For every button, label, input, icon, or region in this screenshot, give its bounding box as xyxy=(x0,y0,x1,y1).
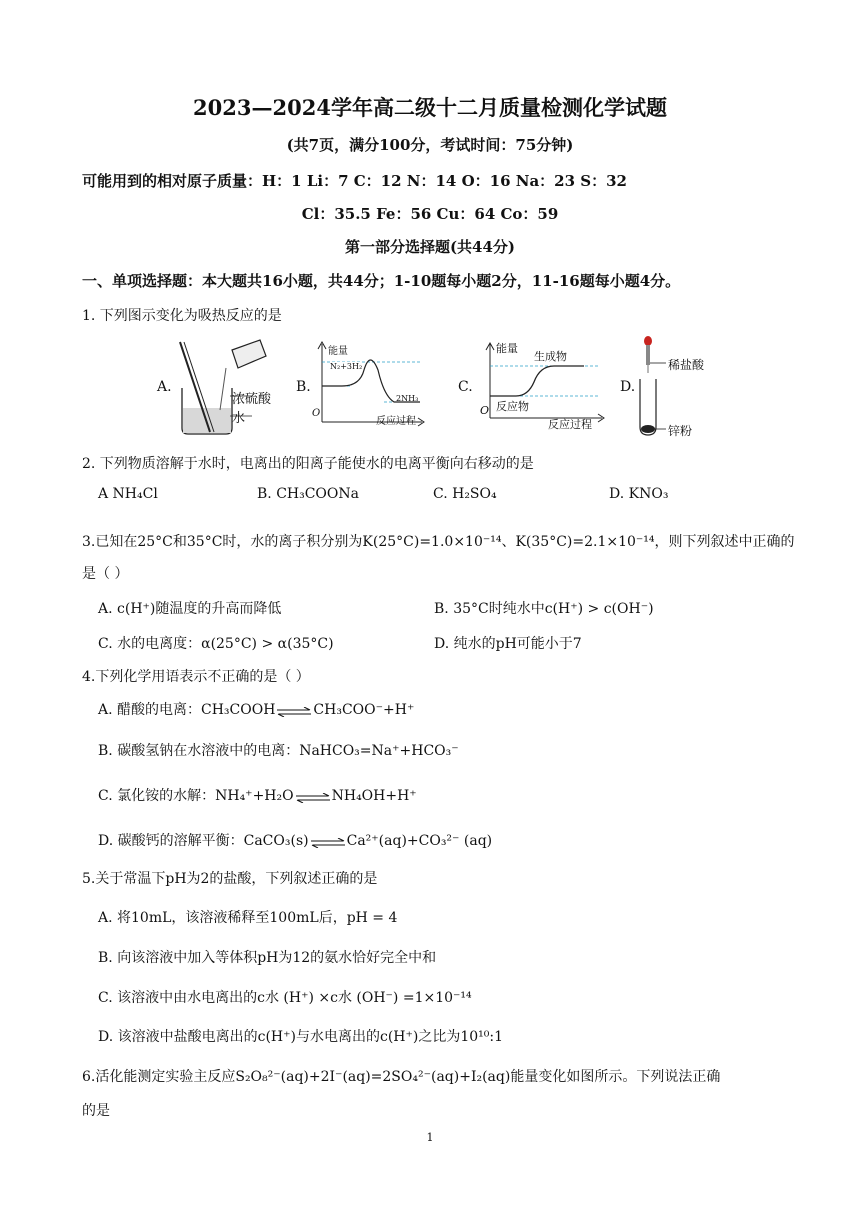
q1-c-product: 生成物 xyxy=(534,350,567,363)
q1-b-reactant: N₂+3H₂ xyxy=(330,362,363,371)
q3-option-a: A. c(H⁺)随温度的升高而降低 xyxy=(98,601,282,617)
q3-stem: 3.已知在25°C和35°C时，水的离子积分别为K(25°C)=1.0×10⁻¹⁴、K(35°C)=2.1×10⁻¹⁴，则下列叙述中正确的 xyxy=(82,534,795,550)
q2-option-a: A NH₄Cl xyxy=(98,486,158,502)
q5-option-a: A. 将10mL，该溶液稀释至100mL后，pH = 4 xyxy=(98,910,398,926)
q1-label-d: D. xyxy=(620,379,636,395)
equilibrium-arrow-icon xyxy=(277,705,311,715)
q1-d-acid-label: 稀盐酸 xyxy=(668,358,705,372)
atomic-masses-line-2: Cl：35.5 Fe：56 Cu：64 Co：59 xyxy=(301,205,559,223)
q1-b-xlabel: 反应过程 xyxy=(376,416,416,427)
exam-title: 2023—2024学年高二级十二月质量检测化学试题 xyxy=(193,95,667,120)
q1-a-acid-label: 浓硫酸 xyxy=(232,392,272,407)
q6-stem-cont: 的是 xyxy=(82,1103,110,1119)
equilibrium-arrow-icon xyxy=(311,836,345,846)
q1-d-zinc-label: 锌粉 xyxy=(668,424,693,438)
q1-a-water-label: 水 xyxy=(232,411,246,426)
q1-c-ylabel: 能量 xyxy=(496,342,518,355)
q4-option-a xyxy=(98,699,414,719)
q1-b-ylabel: 能量 xyxy=(328,346,348,357)
q1-label-c: C. xyxy=(458,379,473,395)
q4-option-b: B. 碳酸氢钠在水溶液中的电离：NaHCO₃=Na⁺+HCO₃⁻ xyxy=(98,743,459,759)
q1-b-origin: O xyxy=(312,408,321,419)
q4-stem: 4.下列化学用语表示不正确的是（ ） xyxy=(82,669,310,685)
q4-option-d xyxy=(98,830,492,850)
q6-stem: 6.活化能测定实验主反应S₂O₈²⁻(aq)+2I⁻(aq)=2SO₄²⁻(aq)+I₂(aq)能量变化如图所示。下列说法正确 xyxy=(82,1069,721,1085)
q1-c-xlabel: 反应过程 xyxy=(548,418,592,431)
q2-option-c: C. H₂SO₄ xyxy=(433,486,497,502)
q1-c-reactant: 反应物 xyxy=(496,400,529,413)
q4-option-c xyxy=(98,785,417,805)
q4-d-right: Ca²⁺(aq)+CO₃²⁻ (aq) xyxy=(346,833,493,849)
q3-option-b: B. 35°C时纯水中c(H⁺) > c(OH⁻) xyxy=(434,601,654,617)
page-number: 1 xyxy=(426,1131,434,1144)
q4-c-left: C. 氯化铵的水解：NH₄⁺+H₂O xyxy=(98,788,294,804)
q1-label-b: B. xyxy=(296,379,311,395)
q5-option-c: C. 该溶液中由水电离出的c水 (H⁺) ×c水 (OH⁻) =1×10⁻¹⁴ xyxy=(98,990,472,1006)
atomic-masses-line-1: 可能用到的相对原子质量：H：1 Li：7 C：12 N：14 O：16 Na：23 S：32 xyxy=(82,172,627,190)
section-title: 一、单项选择题：本大题共16小题，共44分；1-10题每小题2分，11-16题每小题4分。 xyxy=(82,272,681,290)
q4-a-right: CH₃COO⁻+H⁺ xyxy=(313,702,415,718)
q1-c-origin: O xyxy=(480,404,490,417)
q5-option-b: B. 向该溶液中加入等体积pH为12的氨水恰好完全中和 xyxy=(98,950,437,966)
exam-subtitle: (共7页，满分100分，考试时间：75分钟) xyxy=(286,136,574,154)
q2-option-b: B. CH₃COONa xyxy=(257,486,359,502)
q3-option-d: D. 纯水的pH可能小于7 xyxy=(434,636,582,652)
q1-label-a: A. xyxy=(157,379,172,395)
q1-stem: 1. 下列图示变化为吸热反应的是 xyxy=(82,308,282,324)
q4-c-right: NH₄OH+H⁺ xyxy=(331,788,417,804)
q4-d-left: D. 碳酸钙的溶解平衡：CaCO₃(s) xyxy=(98,833,309,849)
q4-a-left: A. 醋酸的电离：CH₃COOH xyxy=(98,702,276,718)
q2-stem: 2. 下列物质溶解于水时，电离出的阳离子能使水的电离平衡向右移动的是 xyxy=(82,456,534,472)
equilibrium-arrow-icon xyxy=(296,791,330,801)
q3-option-c: C. 水的电离度：α(25°C) > α(35°C) xyxy=(98,636,334,652)
q1-b-product: 2NH₃ xyxy=(396,394,419,403)
q5-stem: 5.关于常温下pH为2的盐酸，下列叙述正确的是 xyxy=(82,871,378,887)
part-title: 第一部分选择题(共44分) xyxy=(344,238,516,256)
q3-stem-cont: 是（ ） xyxy=(82,566,129,582)
q2-option-d: D. KNO₃ xyxy=(609,486,669,502)
q5-option-d: D. 该溶液中盐酸电离出的c(H⁺)与水电离出的c(H⁺)之比为10¹⁰:1 xyxy=(98,1029,504,1045)
